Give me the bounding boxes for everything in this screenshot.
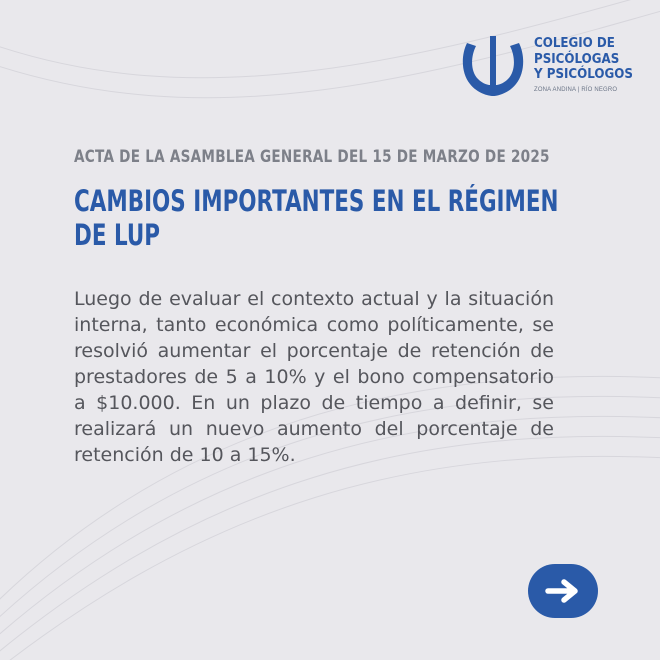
logo-line-3: Y PSICÓLOGOS <box>534 66 633 82</box>
title-line-2: DE LUP <box>74 218 161 252</box>
body-paragraph: Luego de evaluar el contexto actual y la situación interna, tanto económica como políticamente, se resolvió aumentar el porcentaje de retención de prestadores de 5 a 10% y el bono compensatorio a $10.000. En un plazo de tiempo a definir, se realizará un nuevo aumento del porcentaje de retención de 10 a 15%. <box>74 288 554 466</box>
assembly-subtitle: ACTA DE LA ASAMBLEA GENERAL DEL 15 DE MARZO DE 2025 <box>74 147 550 167</box>
logo-subtitle: ZONA ANDINA | RÍO NEGRO <box>534 85 618 93</box>
next-button[interactable] <box>528 564 598 618</box>
title-line-1: CAMBIOS IMPORTANTES EN EL RÉGIMEN <box>74 184 559 218</box>
page-title <box>74 184 559 252</box>
logo-line-2: PSICÓLOGAS <box>534 50 620 67</box>
logo-line-1: COLEGIO DE <box>534 35 615 51</box>
arrow-right-icon <box>543 577 583 605</box>
psi-logo-icon <box>460 34 526 98</box>
logo <box>460 34 646 98</box>
